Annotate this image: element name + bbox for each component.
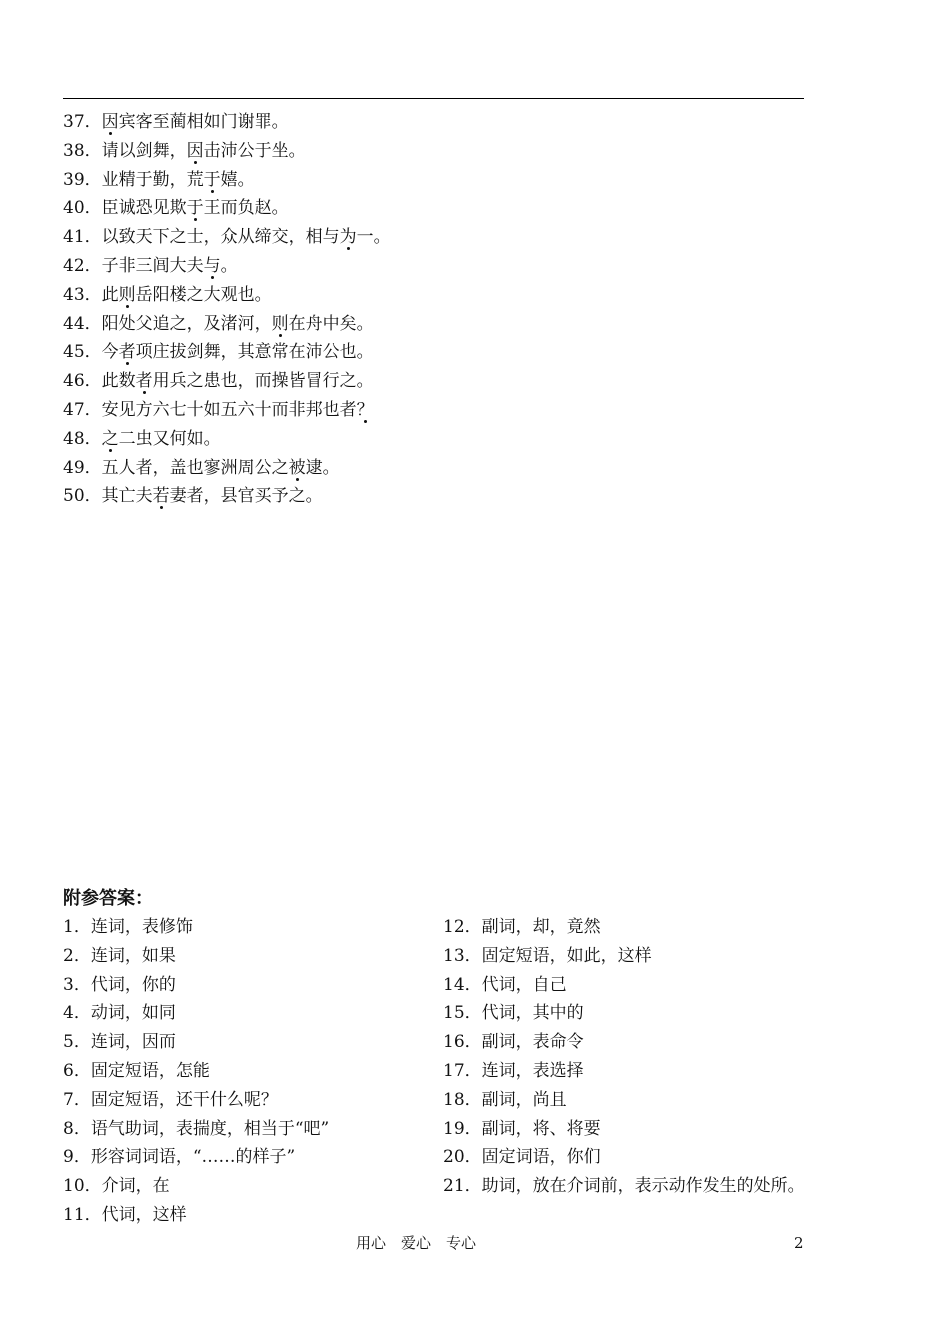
emphasized-character: 者 bbox=[118, 342, 136, 363]
answer-item: 20．固定词语，你们 bbox=[443, 1147, 601, 1168]
page-number: 2 bbox=[794, 1234, 804, 1252]
answer-item: 15．代词，其中的 bbox=[443, 1003, 584, 1024]
answer-item: 19．副词，将、将要 bbox=[443, 1118, 601, 1139]
question-text: 请以剑舞，因击沛公于坐。 bbox=[101, 140, 306, 161]
emphasized-character: ？ bbox=[356, 399, 374, 420]
answer-item: 14．代词，自己 bbox=[443, 974, 567, 995]
question-item bbox=[63, 223, 391, 252]
question-number: 40． bbox=[63, 198, 102, 219]
question-number: 49． bbox=[63, 457, 102, 478]
question-number: 43． bbox=[63, 284, 102, 305]
emphasized-character: 则 bbox=[118, 284, 136, 305]
footer-motto: 用心 爱心 专心 bbox=[356, 1234, 477, 1252]
question-text: 此数者用兵之患也，而操皆冒行之。 bbox=[101, 371, 374, 392]
question-list bbox=[63, 108, 391, 511]
question-number: 37． bbox=[63, 112, 102, 132]
question-item bbox=[63, 281, 391, 310]
emphasized-character: 则 bbox=[271, 313, 289, 334]
answer-item: 9．形容词词语，“……的样子” bbox=[63, 1147, 296, 1168]
answer-item: 17．连词，表选择 bbox=[443, 1060, 584, 1081]
header-rule bbox=[63, 98, 804, 99]
emphasized-character: 于 bbox=[203, 169, 221, 190]
emphasized-character: 若 bbox=[152, 486, 170, 507]
answer-item: 11．代词，这样 bbox=[63, 1204, 187, 1225]
question-number: 48． bbox=[63, 428, 102, 449]
answer-item: 13．固定短语，如此，这样 bbox=[443, 945, 652, 966]
emphasized-character: 之 bbox=[101, 428, 119, 449]
question-number: 50． bbox=[63, 486, 102, 507]
question-item bbox=[63, 310, 391, 339]
emphasized-character: 因 bbox=[101, 112, 119, 132]
answer-item: 8．语气助词，表揣度，相当于“吧” bbox=[63, 1118, 330, 1139]
question-text: 安见方六七十如五六十而非邦也者？ bbox=[101, 399, 374, 420]
question-item bbox=[63, 338, 391, 367]
question-text: 五人者，盖也寥洲周公之被逮。 bbox=[101, 457, 340, 478]
answer-item: 18．副词，尚且 bbox=[443, 1089, 567, 1110]
answer-item: 5．连词，因而 bbox=[63, 1032, 176, 1053]
emphasized-character: 因 bbox=[186, 140, 204, 161]
question-item bbox=[63, 137, 391, 166]
question-number: 46． bbox=[63, 371, 102, 392]
answer-item: 2．连词，如果 bbox=[63, 945, 176, 966]
emphasized-character: 于 bbox=[186, 198, 204, 219]
answer-item: 21．助词，放在介词前，表示动作发生的处所。 bbox=[443, 1176, 805, 1197]
emphasized-character: 被 bbox=[288, 457, 306, 478]
question-item bbox=[63, 252, 391, 281]
emphasized-character: 为 bbox=[339, 227, 357, 248]
question-text: 子非三闾大夫与。 bbox=[101, 255, 238, 276]
question-number: 39． bbox=[63, 169, 102, 190]
question-text: 此则岳阳楼之大观也。 bbox=[101, 284, 272, 305]
question-number: 47． bbox=[63, 399, 102, 420]
question-item bbox=[63, 482, 391, 511]
answer-item: 16．副词，表命令 bbox=[443, 1032, 584, 1053]
question-text: 阳处父追之，及渚河，则在舟中矣。 bbox=[101, 313, 374, 334]
question-text: 臣诚恐见欺于王而负赵。 bbox=[101, 198, 289, 219]
question-text: 业精于勤，荒于嬉。 bbox=[101, 169, 255, 190]
answer-item: 1．连词，表修饰 bbox=[63, 917, 193, 937]
answers-right-column bbox=[443, 913, 808, 1201]
question-number: 44． bbox=[63, 313, 102, 334]
page-footer bbox=[0, 1232, 950, 1254]
question-number: 45． bbox=[63, 342, 102, 363]
question-item bbox=[63, 454, 391, 483]
emphasized-character: 者 bbox=[135, 371, 153, 392]
answer-item: 10．介词，在 bbox=[63, 1176, 170, 1197]
question-item bbox=[63, 166, 391, 195]
question-number: 42． bbox=[63, 255, 102, 276]
answer-item: 7．固定短语，还干什么呢？ bbox=[63, 1089, 278, 1110]
question-text: 以致天下之士，众从缔交，相与为一。 bbox=[101, 227, 391, 248]
answer-item: 3．代词，你的 bbox=[63, 974, 176, 995]
question-text: 之二虫又何如。 bbox=[101, 428, 221, 449]
answer-item: 12．副词，却，竟然 bbox=[443, 917, 601, 937]
answers-left-column bbox=[63, 913, 329, 1230]
question-number: 38． bbox=[63, 140, 102, 161]
question-text: 因宾客至蔺相如门谢罪。 bbox=[101, 112, 289, 132]
answer-item: 6．固定短语，怎能 bbox=[63, 1060, 210, 1081]
question-item bbox=[63, 108, 391, 137]
question-text: 今者项庄拔剑舞，其意常在沛公也。 bbox=[101, 342, 374, 363]
question-item bbox=[63, 396, 391, 425]
question-item bbox=[63, 194, 391, 223]
emphasized-character: 与 bbox=[203, 255, 221, 276]
question-number: 41． bbox=[63, 227, 102, 248]
question-item bbox=[63, 425, 391, 454]
question-text: 其亡夫若妻者，县官买予之。 bbox=[101, 486, 323, 507]
question-item bbox=[63, 367, 391, 396]
answer-item: 4．动词，如同 bbox=[63, 1003, 176, 1024]
answers-title: 附参答案： bbox=[63, 888, 153, 909]
